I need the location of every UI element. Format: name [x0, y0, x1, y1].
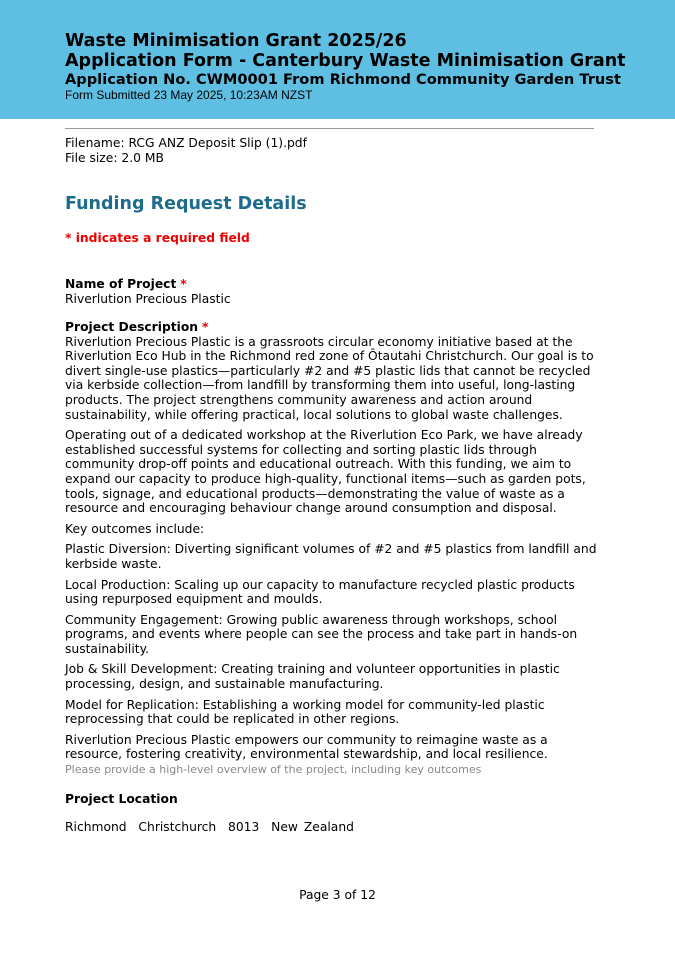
filename: Filename: RCG ANZ Deposit Slip (1).pdf	[65, 136, 307, 150]
paragraph: Model for Replication: Establishing a working model for community-led plastic reprocessing that could be replicated in other regions.	[65, 697, 545, 727]
section-title: Funding Request Details	[65, 194, 307, 214]
file-info	[65, 136, 605, 165]
field-label: Project Description	[65, 320, 199, 334]
header-text	[65, 31, 626, 103]
paragraph: Riverlution Precious Plastic is a grassroots circular economy initiative based at the Riverlution Eco Hub in the Richmond red zone of Ōtautahi Christchurch. Our goal is to divert single-use plastics—particularly #2 and #5 plastic lids that cannot be recycled via kerbside collection—from landfill by transforming them into useful, long-lasting products. The project strengthens community awareness and action around sustainability, while offering practical, local solutions to global waste challenges.	[65, 334, 594, 422]
required-star: *	[180, 277, 187, 291]
paragraph: Community Engagement: Growing public awareness through workshops, school programs, and events where people can see the process and take part in hands-on sustainability.	[65, 612, 578, 656]
location-value: Richmond Christchurch 8013 New Zealand	[65, 819, 354, 834]
grant-title: Waste Minimisation Grant 2025/26	[65, 31, 407, 51]
paragraph: Plastic Diversion: Diverting significant volumes of #2 and #5 plastics from landfill and kerbside waste.	[65, 542, 597, 571]
application-number: Application No. CWM0001 From Richmond Community Garden Trust	[65, 71, 621, 88]
header-banner	[0, 0, 675, 119]
paragraph: Operating out of a dedicated workshop at the Riverlution Eco Park, we have already established successful systems for collecting and sorting plastic lids through community drop-off points and educational outreach. With this funding, we aim to expand our capacity to produce high-quality, functional items—such as garden pots, tools, signage, and educational products—demonstrating the value of waste as a resource and encouraging behaviour change around consumption and disposal.	[65, 428, 586, 516]
paragraph: Local Production: Scaling up our capacity to manufacture recycled plastic products using repurposed equipment and moulds.	[65, 577, 575, 607]
form-name: Application Form - Canterbury Waste Minimisation Grant	[65, 51, 626, 71]
file-size: File size: 2.0 MB	[65, 150, 164, 165]
field-value: Riverlution Precious Plastic	[65, 291, 231, 306]
paragraph: Key outcomes include:	[65, 521, 205, 536]
divider	[65, 128, 594, 129]
description-and-location	[65, 320, 605, 834]
field-project-description	[65, 320, 605, 776]
field-name-of-project	[65, 277, 605, 306]
field-label-location: Project Location	[65, 792, 178, 807]
page-number: Page 3 of 12	[299, 888, 376, 902]
paragraph: Riverlution Precious Plastic empowers our community to reimagine waste as a resource, fostering creativity, environmental stewardship, and local resilience.	[65, 732, 548, 762]
submitted-timestamp: Form Submitted 23 May 2025, 10:23AM NZST	[65, 88, 313, 102]
paragraph: Job & Skill Development: Creating training and volunteer opportunities in plastic processing, design, and sustainable manufacturing.	[65, 662, 560, 692]
required-note: * indicates a required field	[65, 231, 250, 245]
field-label: Name of Project	[65, 277, 177, 291]
help-text: Please provide a high-level overview of the project, including key outcomes	[65, 763, 482, 777]
required-star: *	[201, 320, 209, 334]
